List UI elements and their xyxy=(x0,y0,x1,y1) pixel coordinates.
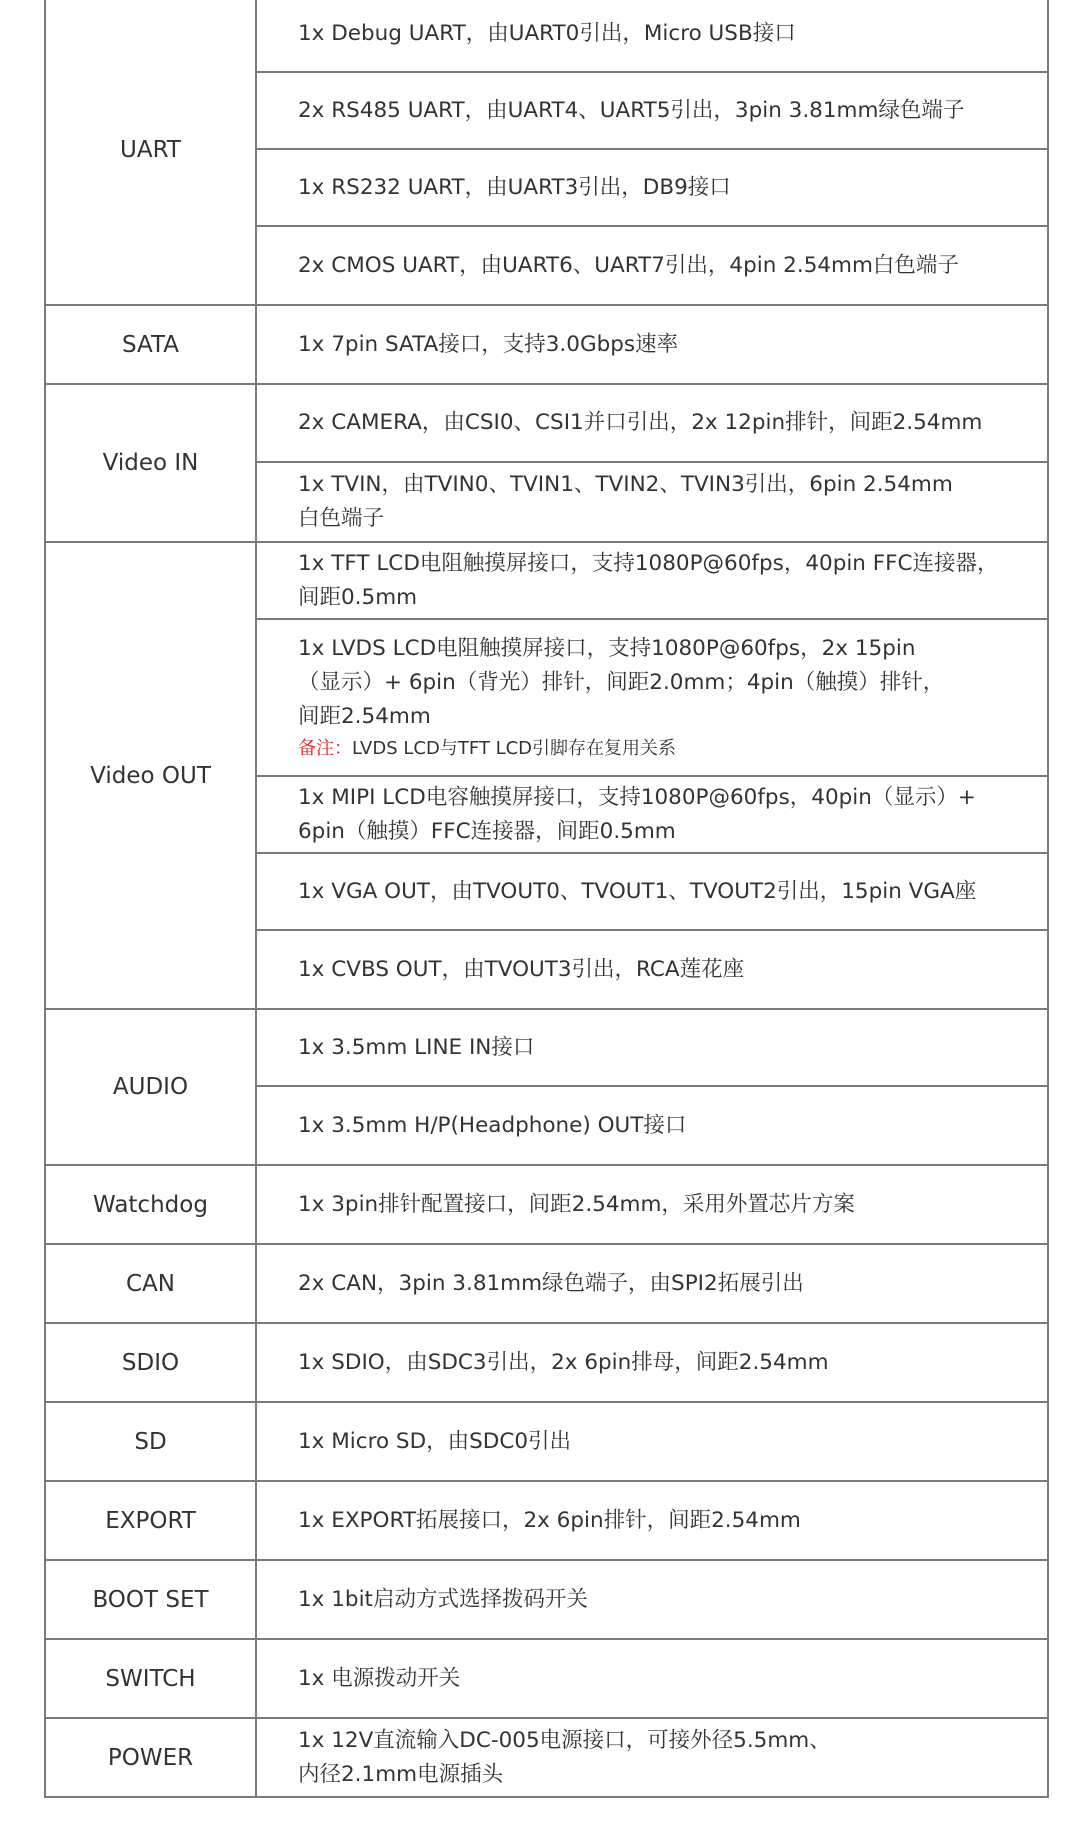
row-label: SWITCH xyxy=(44,1640,257,1717)
spec-text: 1x 3.5mm H/P(Headphone) OUT接口 xyxy=(298,1112,687,1138)
row-watchdog xyxy=(44,1166,1049,1245)
row-values xyxy=(257,1719,1049,1796)
spec-cell xyxy=(257,1087,1047,1164)
row-label: UART xyxy=(44,0,257,304)
spec-table xyxy=(44,0,1049,1798)
spec-cell xyxy=(257,1324,1047,1401)
row-label: SATA xyxy=(44,306,257,383)
spec-cell xyxy=(257,1561,1047,1638)
spec-text: 白色端子 xyxy=(298,506,385,531)
row-values xyxy=(257,1403,1049,1480)
row-sdio xyxy=(44,1324,1049,1403)
spec-cell xyxy=(257,543,1047,620)
spec-text: 1x MIPI LCD电容触摸屏接口，支持1080P@60fps，40pin（显示）+ xyxy=(298,784,976,810)
spec-text: 1x 电源拨动开关 xyxy=(298,1665,461,1691)
row-switch xyxy=(44,1640,1049,1719)
row-values xyxy=(257,306,1049,383)
spec-text: 内径2.1mm电源插头 xyxy=(298,1761,504,1787)
row-video-out xyxy=(44,543,1049,1010)
row-boot-set xyxy=(44,1561,1049,1640)
row-label: EXPORT xyxy=(44,1482,257,1559)
row-power xyxy=(44,1719,1049,1798)
row-label: POWER xyxy=(44,1719,257,1796)
spec-text: 2x CAMERA，由CSI0、CSI1并口引出，2x 12pin排针，间距2.54mm xyxy=(298,410,983,435)
spec-cell xyxy=(257,854,1047,931)
spec-cell xyxy=(257,1010,1047,1087)
spec-text: 1x EXPORT拓展接口，2x 6pin排针，间距2.54mm xyxy=(298,1507,801,1533)
spec-cell xyxy=(257,931,1047,1008)
row-label: CAN xyxy=(44,1245,257,1322)
row-values xyxy=(257,1324,1049,1401)
spec-text: 1x TFT LCD电阻触摸屏接口，支持1080P@60fps，40pin FFC连接器， xyxy=(298,550,999,576)
spec-text: 1x CVBS OUT，由TVOUT3引出，RCA莲花座 xyxy=(298,956,745,982)
spec-cell xyxy=(257,1719,1047,1796)
row-values xyxy=(257,543,1049,1008)
spec-cell xyxy=(257,463,1047,541)
row-uart xyxy=(44,0,1049,306)
spec-cell xyxy=(257,1640,1047,1717)
spec-cell xyxy=(257,73,1047,150)
row-values xyxy=(257,0,1049,304)
note-label: 备注： xyxy=(298,737,352,759)
spec-cell xyxy=(257,385,1047,463)
row-label: BOOT SET xyxy=(44,1561,257,1638)
spec-cell xyxy=(257,620,1047,777)
spec-text: 2x CMOS UART，由UART6、UART7引出，4pin 2.54mm白色端子 xyxy=(298,252,959,278)
row-values xyxy=(257,1010,1049,1164)
spec-text: 1x TVIN，由TVIN0、TVIN1、TVIN2、TVIN3引出，6pin 2.54mm xyxy=(298,472,953,497)
row-values xyxy=(257,1640,1049,1717)
spec-text: （显示）+ 6pin（背光）排针，间距2.0mm；4pin（触摸）排针， xyxy=(298,669,945,695)
row-label: Watchdog xyxy=(44,1166,257,1243)
row-label: SDIO xyxy=(44,1324,257,1401)
spec-text: 间距2.54mm xyxy=(298,703,431,729)
row-label: Video OUT xyxy=(44,543,257,1008)
row-label: AUDIO xyxy=(44,1010,257,1164)
row-values xyxy=(257,1245,1049,1322)
spec-cell xyxy=(257,0,1047,73)
spec-text: 1x 3pin排针配置接口，间距2.54mm，采用外置芯片方案 xyxy=(298,1191,855,1217)
row-values xyxy=(257,1561,1049,1638)
spec-text: 1x LVDS LCD电阻触摸屏接口，支持1080P@60fps，2x 15pin xyxy=(298,635,916,661)
spec-text: 6pin（触摸）FFC连接器，间距0.5mm xyxy=(298,818,676,844)
row-video-in xyxy=(44,385,1049,543)
row-values xyxy=(257,1482,1049,1559)
spec-text: 1x Debug UART，由UART0引出，Micro USB接口 xyxy=(298,20,796,46)
row-values xyxy=(257,1166,1049,1243)
spec-text: 2x CAN，3pin 3.81mm绿色端子，由SPI2拓展引出 xyxy=(298,1270,804,1296)
spec-text: 1x 7pin SATA接口，支持3.0Gbps速率 xyxy=(298,331,679,357)
spec-cell xyxy=(257,1245,1047,1322)
row-can xyxy=(44,1245,1049,1324)
note-text: LVDS LCD与TFT LCD引脚存在复用关系 xyxy=(352,737,677,759)
spec-text: 1x RS232 UART，由UART3引出，DB9接口 xyxy=(298,174,731,200)
row-label: Video IN xyxy=(44,385,257,541)
row-sd xyxy=(44,1403,1049,1482)
spec-cell xyxy=(257,306,1047,383)
row-sata xyxy=(44,306,1049,385)
spec-text: 1x 1bit启动方式选择拨码开关 xyxy=(298,1586,588,1612)
spec-text: 1x 3.5mm LINE IN接口 xyxy=(298,1034,535,1060)
row-audio xyxy=(44,1010,1049,1166)
spec-text: 间距0.5mm xyxy=(298,584,418,610)
spec-cell xyxy=(257,227,1047,304)
spec-text: 1x Micro SD，由SDC0引出 xyxy=(298,1428,572,1454)
spec-text: 1x VGA OUT，由TVOUT0、TVOUT1、TVOUT2引出，15pin VGA座 xyxy=(298,878,977,904)
spec-cell xyxy=(257,1403,1047,1480)
spec-text: 2x RS485 UART，由UART4、UART5引出，3pin 3.81mm绿色端子 xyxy=(298,97,965,123)
spec-cell xyxy=(257,1482,1047,1559)
row-export xyxy=(44,1482,1049,1561)
spec-cell xyxy=(257,1166,1047,1243)
spec-note xyxy=(298,734,1041,764)
spec-cell xyxy=(257,777,1047,854)
spec-text: 1x 12V直流输入DC-005电源接口，可接外径5.5mm、 xyxy=(298,1727,831,1753)
spec-cell xyxy=(257,150,1047,227)
row-values xyxy=(257,385,1049,541)
row-label: SD xyxy=(44,1403,257,1480)
spec-text: 1x SDIO，由SDC3引出，2x 6pin排母，间距2.54mm xyxy=(298,1349,829,1375)
